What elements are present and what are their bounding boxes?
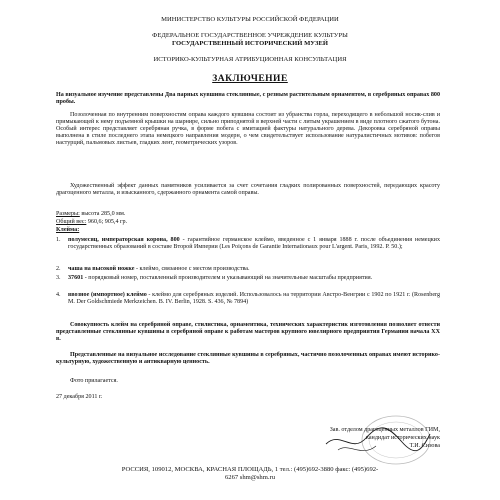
weight-value: 960,6; 905,4 гр.	[86, 219, 128, 225]
mark-number: 2.	[56, 266, 61, 272]
artistic-paragraph: Художественный эффект данных памятников усиливается за счет сочетания гладких полированных поверхностей, передающих красоту драгоценного металла, и изысканного, сдержанного орнамента самой оправы.	[56, 183, 440, 197]
mark-description: - клеймо для серебряных изделий. Использовалось на территории Австро-Венгрии с 1902 по 1921 г. (Rosenberg M. Der Goldschmiede Merkzeichen. B. IV. Berlin, 1928. S. 436, № 7894)	[68, 292, 440, 306]
conclusion-paragraph-2: Представленные на визуальное исследование стеклянные кувшины в серебряных, частично позолоченных оправах имеют историко-культурную, художественную и антикварную ценность.	[56, 352, 440, 366]
size-line	[56, 211, 440, 218]
weight-line	[56, 219, 440, 226]
size-label: Размеры:	[56, 211, 80, 217]
institution-line-1: ФЕДЕРАЛЬНОЕ ГОСУДАРСТВЕННОЕ УЧРЕЖДЕНИЕ КУЛЬТУРЫ	[152, 32, 348, 39]
mark-name: чаша на высокой ножке	[68, 266, 135, 272]
attachment-note: Фото прилагается.	[70, 378, 118, 384]
intro-paragraph: На визуальное изучение представлены Два парных кувшина стеклянные, с резным растительным орнаментом, в серебряных оправах 800 пробы.	[56, 92, 440, 106]
mark-name: полумесяц, императорская корона, 800	[68, 237, 180, 243]
mark-number: 3.	[56, 275, 61, 281]
footer-contact: 6267 shm@shm.ru	[224, 474, 276, 481]
mark-item	[56, 237, 440, 251]
department-heading: ИСТОРИКО-КУЛЬТУРНАЯ АТРИБУЦИОННАЯ КОНСУЛЬТАЦИЯ	[153, 56, 347, 63]
mark-description: - клеймо, связанное с местом производства.	[134, 266, 250, 272]
conclusion-paragraph-1: Совокупность клейм на серебряной оправе, стилистика, орнаментика, технических характеристик изготовления позволяет отнести представленные стеклянные кувшины в серебряной оправе к работам мастеров крупного ювелирного предприятия Германии начала XX в.	[56, 322, 440, 343]
signatory-name: Т.И. Сизова	[409, 443, 440, 449]
mark-item	[56, 292, 440, 306]
institution-line-2: ГОСУДАРСТВЕННЫЙ ИСТОРИЧЕСКИЙ МУЗЕЙ	[171, 40, 329, 47]
weight-label: Общий вес:	[56, 219, 87, 225]
signatory-position: Зав. отделом драгоценных металлов ГИМ,	[329, 427, 440, 433]
mark-name: 37601	[68, 275, 84, 281]
mark-name: ввозное (импортное) клеймо	[68, 292, 147, 298]
marks-label: Клейма:	[56, 227, 80, 233]
mark-item	[56, 266, 440, 273]
signatory-degree: кандидат исторических наук	[365, 435, 440, 441]
footer-address: РОССИЯ, 109012, МОСКВА, КРАСНАЯ ПЛОЩАДЬ, 1 тел.: (495)692-3880 факс: (495)692-	[121, 466, 379, 473]
description-paragraph: Позолоченная по внутренним поверхностям оправа каждого кувшина состоит из убранства горла, переходящего в небольшой носик-слив и примыкающей к нему подъемной крышки на шарнире, сильно приподнятой в верхней части с литым украшением в виде плотного сжатого бутона. Особый интерес представляет серебряная ручка, в форме побега с имитацией фактуры натурального дерева. Декоровка серебряной оправы выполнена в стиле последнего этапа немецкого направления модерн, о чем свидетельствует использование натуралистичных мотивов: побегов настурций, пальмовых листьев, гладких лент, геометрических узоров.	[56, 112, 440, 147]
ministry-heading: МИНИСТЕРСТВО КУЛЬТУРЫ РОССИЙСКОЙ ФЕДЕРАЦИИ	[161, 16, 339, 23]
mark-item	[56, 275, 440, 282]
mark-description: - порядковый номер, поставленный производителем и указывающий на значительные масштабы предприятия.	[83, 275, 373, 281]
mark-number: 1.	[56, 237, 61, 243]
document-title: ЗАКЛЮЧЕНИЕ	[212, 74, 288, 84]
size-value: высота 285,0 мм.	[79, 211, 126, 217]
mark-number: 4.	[56, 292, 61, 298]
mark-description: - гарантийное германское клеймо, введенное с 1 января 1888 г. после объединения немецких государственных образований в составе Второй Империи (Les Poiçons de Garantie Internationaux pour L'argent. Paris, 1992. P. 50.);	[68, 237, 440, 251]
document-date: 27 декабря 2011 г.	[56, 394, 103, 400]
